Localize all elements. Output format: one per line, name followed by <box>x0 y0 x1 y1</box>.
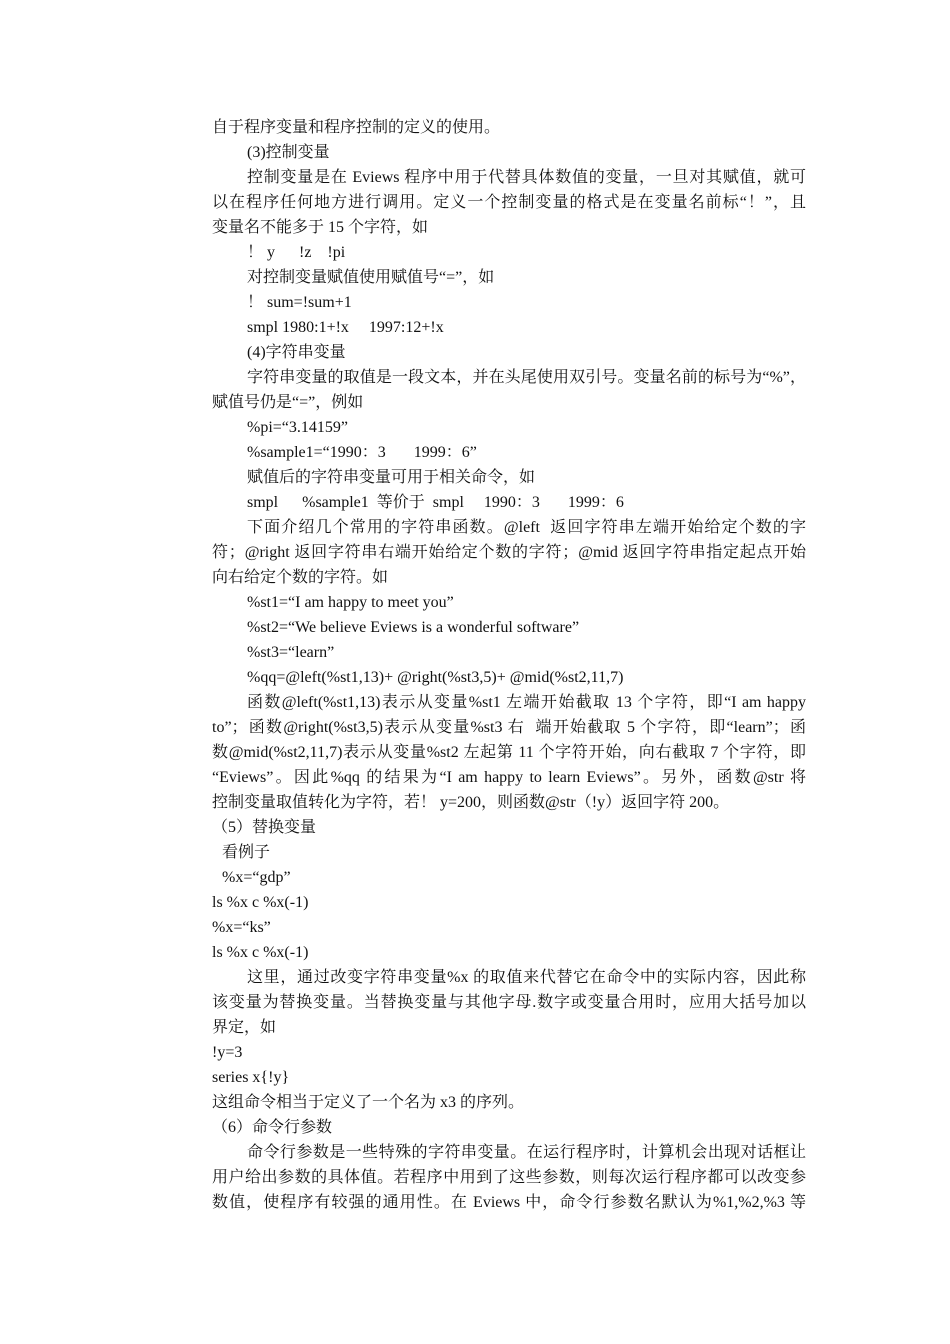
paragraph-line: 向右给定个数的字符。如 <box>212 569 389 586</box>
paragraph-line: 控制变量取值转化为字符，若！ y=200，则函数@str（!y）返回字符 200。 <box>212 794 730 811</box>
paragraph-line: 数值，使程序有较强的通用性。在 Eviews 中，命令行参数名默认为%1,%2,%3 等 <box>212 1194 806 1211</box>
paragraph-line: 下面介绍几个常用的字符串函数。@left 返回字符串左端开始给定个数的字 <box>247 519 806 536</box>
code-line: !y=3 <box>212 1044 243 1061</box>
paragraph-line: 命令行参数是一些特殊的字符串变量。在运行程序时，计算机会出现对话框让 <box>247 1144 806 1161</box>
text-line: 对控制变量赋值使用赋值号“=”，如 <box>247 269 495 286</box>
code-line: smpl %sample1 等价于 smpl 1990：3 1999：6 <box>247 494 624 511</box>
section-heading: (3)控制变量 <box>247 144 330 161</box>
paragraph-line: 赋值号仍是“=”，例如 <box>212 394 364 411</box>
code-line: %pi=“3.14159” <box>247 419 348 436</box>
code-line: series x{!y} <box>212 1069 290 1086</box>
code-line: %sample1=“1990：3 1999：6” <box>247 444 477 461</box>
paragraph-line: 以在程序任何地方进行调用。定义一个控制变量的格式是在变量名前标“！”，且 <box>212 194 806 211</box>
paragraph-line: 用户给出参数的具体值。若程序中用到了这些参数，则每次运行程序都可以改变参 <box>212 1169 806 1186</box>
paragraph-line: 这里，通过改变字符串变量%x 的取值来代替它在命令中的实际内容，因此称 <box>247 969 806 986</box>
paragraph-line: 控制变量是在 Eviews 程序中用于代替具体数值的变量，一旦对其赋值，就可 <box>247 169 806 186</box>
text-line: 赋值后的字符串变量可用于相关命令，如 <box>247 469 536 486</box>
paragraph-line: 数@mid(%st2,11,7)表示从变量%st2 左起第 11 个字符开始，向右截取 7 个字符，即 <box>212 744 806 761</box>
paragraph-line: 界定，如 <box>212 1019 277 1036</box>
code-line: ls %x c %x(-1) <box>212 944 309 961</box>
paragraph-line: 函数@left(%st1,13)表示从变量%st1 左端开始截取 13 个字符，即“I am happy <box>247 694 806 711</box>
paragraph-line: to”；函数@right(%st3,5)表示从变量%st3 右 端开始截取 5 个字符，即“learn”；函 <box>212 719 806 736</box>
code-line: ！ sum=!sum+1 <box>247 294 352 311</box>
code-line: smpl 1980:1+!x 1997:12+!x <box>247 319 444 336</box>
code-line: %x=“ks” <box>212 919 271 936</box>
paragraph-line: 符；@right 返回字符串右端开始给定个数的字符；@mid 返回字符串指定起点开始 <box>212 544 806 561</box>
paragraph-line: 变量名不能多于 15 个字符，如 <box>212 219 429 236</box>
section-heading: (4)字符串变量 <box>247 344 346 361</box>
section-heading: （6）命令行参数 <box>212 1119 333 1136</box>
paragraph-line: 该变量为替换变量。当替换变量与其他字母.数字或变量合用时，应用大括号加以 <box>212 994 806 1011</box>
code-line: %qq=@left(%st1,13)+ @right(%st3,5)+ @mid(%st2,11,7) <box>247 669 624 686</box>
paragraph-line: 字符串变量的取值是一段文本，并在头尾使用双引号。变量名前的标号为“%”， <box>247 369 806 386</box>
code-line: %x=“gdp” <box>222 869 291 886</box>
section-heading: （5）替换变量 <box>212 819 317 836</box>
paragraph-line: “Eviews”。因此%qq 的结果为“I am happy to learn Eviews”。另外，函数@str 将 <box>212 769 806 786</box>
code-line: ！ y !z !pi <box>247 244 346 261</box>
text-line: 这组命令相当于定义了一个名为 x3 的序列。 <box>212 1094 525 1111</box>
text-line: 看例子 <box>222 844 271 861</box>
code-line: %st3=“learn” <box>247 644 335 661</box>
code-line: %st1=“I am happy to meet you” <box>247 594 454 611</box>
code-line: ls %x c %x(-1) <box>212 894 309 911</box>
code-line: %st2=“We believe Eviews is a wonderful software” <box>247 619 580 636</box>
text-line: 自于程序变量和程序控制的定义的使用。 <box>212 119 501 136</box>
